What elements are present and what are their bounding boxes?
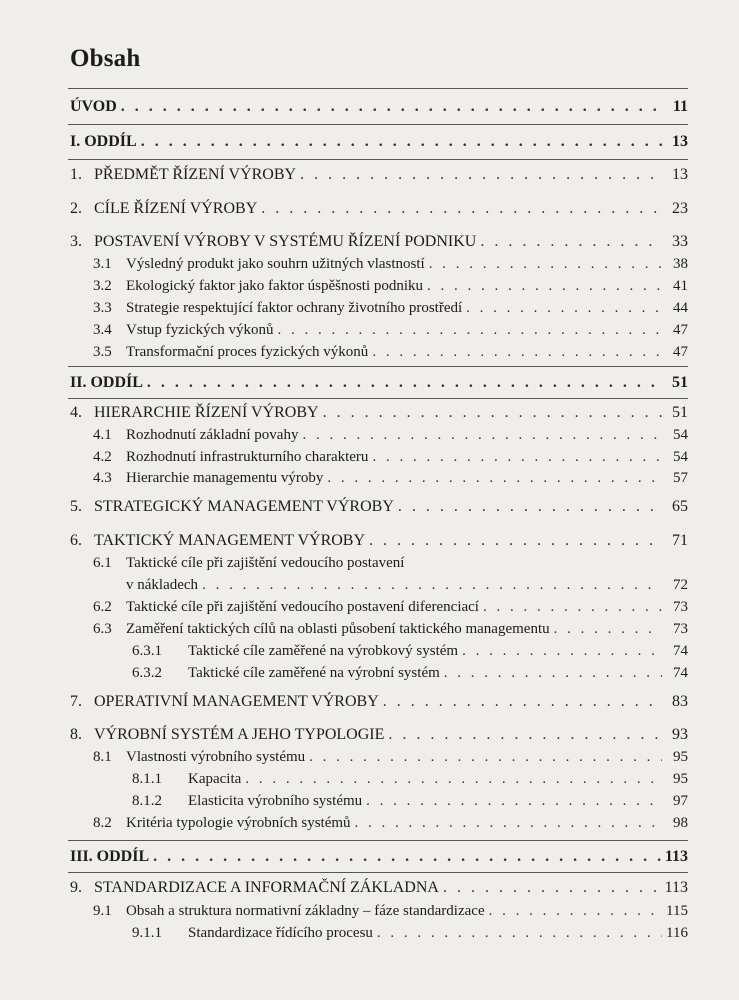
toc-entry-page: 33	[672, 233, 688, 250]
toc-entry-page: 83	[672, 693, 688, 710]
toc-entry-part-2	[70, 374, 688, 392]
toc-entry-6-3-1	[132, 642, 688, 660]
toc-entry-4-3	[93, 469, 688, 487]
toc-entry-title-continued: v nákladech	[126, 577, 199, 593]
leader-dots	[366, 792, 662, 810]
leader-dots	[388, 726, 662, 744]
leader-dots	[383, 693, 662, 711]
toc-entry-number: 6.1	[93, 555, 112, 571]
toc-entry-chapter-6	[70, 532, 688, 550]
divider	[68, 366, 688, 367]
toc-entry-number: 3.4	[93, 322, 112, 338]
toc-entry-title: Vlastnosti výrobního systému	[126, 749, 306, 765]
toc-entry-title: Kritéria typologie výrobních systémů	[126, 815, 351, 831]
toc-entry-title: STANDARDIZACE A INFORMAČNÍ ZÁKLADNA	[94, 879, 439, 896]
toc-entry-title: VÝROBNÍ SYSTÉM A JEHO TYPOLOGIE	[94, 726, 385, 743]
toc-entry-chapter-7	[70, 693, 688, 711]
toc-entry-6-3	[93, 620, 688, 638]
leader-dots	[462, 642, 662, 660]
toc-entry-title: PŘEDMĚT ŘÍZENÍ VÝROBY	[94, 166, 297, 183]
toc-entry-number: 8.2	[93, 815, 112, 831]
toc-entry-title: Výsledný produkt jako souhrn užitných vlastností	[126, 256, 425, 272]
toc-entry-page: 74	[673, 643, 688, 659]
toc-entry-number: 3.5	[93, 344, 112, 360]
toc-entry-number: 9.1.1	[132, 925, 162, 941]
toc-entry-number: 7.	[70, 693, 82, 710]
toc-entry-chapter-4	[70, 404, 688, 422]
toc-entry-9-1-1	[132, 924, 688, 942]
toc-entry-3-1	[93, 255, 688, 273]
toc-entry-page: 47	[673, 322, 688, 338]
toc-entry-title: POSTAVENÍ VÝROBY V SYSTÉMU ŘÍZENÍ PODNIKU	[94, 233, 477, 250]
toc-entry-uvod	[70, 98, 688, 116]
toc-entry-number: 6.	[70, 532, 82, 549]
toc-entry-title: ÚVOD	[70, 98, 117, 115]
leader-dots	[302, 426, 662, 444]
leader-dots	[489, 902, 662, 920]
toc-entry-page: 57	[673, 470, 688, 486]
toc-entry-page: 73	[673, 621, 688, 637]
toc-entry-3-4	[93, 321, 688, 339]
leader-dots	[554, 620, 662, 638]
toc-entry-number: 4.3	[93, 470, 112, 486]
toc-entry-8-1-2	[132, 792, 688, 810]
leader-dots	[444, 664, 662, 682]
toc-entry-6-2	[93, 598, 688, 616]
toc-entry-title: STRATEGICKÝ MANAGEMENT VÝROBY	[94, 498, 394, 515]
toc-entry-title: Vstup fyzických výkonů	[126, 322, 274, 338]
toc-entry-6-3-2	[132, 664, 688, 682]
toc-entry-number: 1.	[70, 166, 82, 183]
divider	[68, 872, 688, 873]
toc-entry-title: Hierarchie managementu výroby	[126, 470, 324, 486]
toc-entry-title: Taktické cíle při zajištění vedoucího postavení	[126, 555, 405, 571]
divider	[68, 398, 688, 399]
toc-entry-page: 95	[673, 771, 688, 787]
toc-entry-page: 113	[664, 848, 688, 865]
toc-entry-page: 41	[673, 278, 688, 294]
toc-entry-title: Zaměření taktických cílů na oblasti působení taktického managementu	[126, 621, 550, 637]
toc-entry-4-2	[93, 448, 688, 466]
leader-dots	[443, 879, 661, 897]
toc-entry-page: 47	[673, 344, 688, 360]
toc-entry-page: 116	[666, 925, 688, 941]
toc-entry-number: 8.1	[93, 749, 112, 765]
leader-dots	[398, 498, 662, 516]
toc-entry-title: II. ODDÍL	[70, 374, 143, 391]
toc-entry-number: 8.1.1	[132, 771, 162, 787]
toc-entry-number: 3.3	[93, 300, 112, 316]
toc-entry-3-5	[93, 343, 688, 361]
leader-dots	[372, 448, 662, 466]
leader-dots	[141, 133, 662, 151]
toc-entry-title: Kapacita	[188, 771, 242, 787]
leader-dots	[372, 343, 662, 361]
toc-entry-page: 51	[672, 404, 688, 421]
toc-entry-8-1-1	[132, 770, 688, 788]
toc-entry-page: 74	[673, 665, 688, 681]
toc-entry-3-2	[93, 277, 688, 295]
toc-entry-part-1	[70, 133, 688, 151]
toc-entry-page: 51	[672, 374, 688, 391]
leader-dots	[323, 404, 662, 422]
toc-entry-page: 38	[673, 256, 688, 272]
toc-entry-page: 98	[673, 815, 688, 831]
leader-dots	[261, 200, 662, 218]
toc-entry-chapter-1	[70, 166, 688, 184]
toc-entry-title: Strategie respektující faktor ochrany životního prostředí	[126, 300, 463, 316]
toc-entry-page: 65	[672, 498, 688, 515]
toc-entry-number: 4.1	[93, 427, 112, 443]
toc-entry-page: 95	[673, 749, 688, 765]
toc-entry-chapter-2	[70, 200, 688, 218]
leader-dots	[377, 924, 662, 942]
toc-entry-chapter-8	[70, 726, 688, 744]
toc-entry-number: 9.	[70, 879, 82, 896]
divider	[68, 159, 688, 160]
leader-dots	[480, 233, 662, 251]
leader-dots	[466, 299, 662, 317]
toc-entry-title: Rozhodnutí základní povahy	[126, 427, 299, 443]
toc-entry-page: 97	[673, 793, 688, 809]
leader-dots	[327, 469, 662, 487]
toc-entry-page: 13	[672, 166, 688, 183]
toc-entry-page: 11	[672, 98, 688, 115]
toc-entry-page: 23	[672, 200, 688, 217]
toc-entry-number: 6.3.2	[132, 665, 162, 681]
toc-entry-number: 6.3	[93, 621, 112, 637]
toc-entry-page: 44	[673, 300, 688, 316]
toc-entry-8-2	[93, 814, 688, 832]
leader-dots	[429, 255, 662, 273]
divider	[68, 88, 688, 89]
leader-dots	[277, 321, 662, 339]
toc-entry-title: Obsah a struktura normativní základny – fáze standardizace	[126, 903, 485, 919]
leader-dots	[369, 532, 662, 550]
toc-entry-title: III. ODDÍL	[70, 848, 150, 865]
leader-dots	[355, 814, 662, 832]
toc-entry-number: 4.	[70, 404, 82, 421]
toc-entry-number: 8.1.2	[132, 793, 162, 809]
toc-entry-number: 9.1	[93, 903, 112, 919]
toc-entry-page: 54	[673, 427, 688, 443]
toc-entry-number: 6.3.1	[132, 643, 162, 659]
toc-entry-title: TAKTICKÝ MANAGEMENT VÝROBY	[94, 532, 366, 549]
leader-dots	[309, 748, 662, 766]
toc-entry-number: 2.	[70, 200, 82, 217]
toc-entry-title: Taktické cíle při zajištění vedoucího postavení diferenciací	[126, 599, 479, 615]
toc-entry-page: 13	[672, 133, 688, 150]
toc-entry-9-1	[93, 902, 688, 920]
toc-entry-6-1-cont	[126, 576, 688, 594]
toc-entry-title: OPERATIVNÍ MANAGEMENT VÝROBY	[94, 693, 379, 710]
leader-dots	[483, 598, 662, 616]
toc-entry-page: 72	[673, 577, 688, 593]
toc-entry-number: 3.	[70, 233, 82, 250]
toc-entry-chapter-9	[70, 879, 688, 897]
toc-entry-title: HIERARCHIE ŘÍZENÍ VÝROBY	[94, 404, 319, 421]
toc-entry-number: 5.	[70, 498, 82, 515]
toc-entry-page: 113	[664, 879, 688, 896]
leader-dots	[427, 277, 662, 295]
toc-entry-chapter-3	[70, 233, 688, 251]
toc-entry-page: 73	[673, 599, 688, 615]
toc-entry-title: Taktické cíle zaměřené na výrobní systém	[188, 665, 440, 681]
leader-dots	[300, 166, 662, 184]
toc-entry-title: I. ODDÍL	[70, 133, 137, 150]
toc-entry-title: Elasticita výrobního systému	[188, 793, 363, 809]
toc-entry-number: 6.2	[93, 599, 112, 615]
toc-entry-3-3	[93, 299, 688, 317]
toc-entry-chapter-5	[70, 498, 688, 516]
toc-entry-title: Transformační proces fyzických výkonů	[126, 344, 369, 360]
toc-entry-title: CÍLE ŘÍZENÍ VÝROBY	[94, 200, 258, 217]
toc-entry-page: 71	[672, 532, 688, 549]
toc-entry-title: Ekologický faktor jako faktor úspěšnosti podniku	[126, 278, 424, 294]
toc-entry-page: 115	[666, 903, 688, 919]
page-title: Obsah	[70, 45, 141, 72]
toc-entry-number: 3.2	[93, 278, 112, 294]
toc-entry-4-1	[93, 426, 688, 444]
divider	[68, 124, 688, 125]
leader-dots	[245, 770, 662, 788]
toc-entry-page: 54	[673, 449, 688, 465]
leader-dots	[121, 98, 662, 116]
toc-entry-title: Standardizace řídícího procesu	[188, 925, 373, 941]
leader-dots	[202, 576, 662, 594]
toc-entry-number: 8.	[70, 726, 82, 743]
leader-dots	[153, 848, 661, 866]
toc-entry-title: Taktické cíle zaměřené na výrobkový systém	[188, 643, 459, 659]
leader-dots	[147, 374, 662, 392]
toc-entry-8-1	[93, 748, 688, 766]
toc-entry-6-1	[93, 554, 688, 572]
toc-entry-page: 93	[672, 726, 688, 743]
divider	[68, 840, 688, 841]
toc-entry-part-3	[70, 848, 688, 866]
toc-entry-number: 4.2	[93, 449, 112, 465]
toc-entry-title: Rozhodnutí infrastrukturního charakteru	[126, 449, 369, 465]
toc-entry-number: 3.1	[93, 256, 112, 272]
